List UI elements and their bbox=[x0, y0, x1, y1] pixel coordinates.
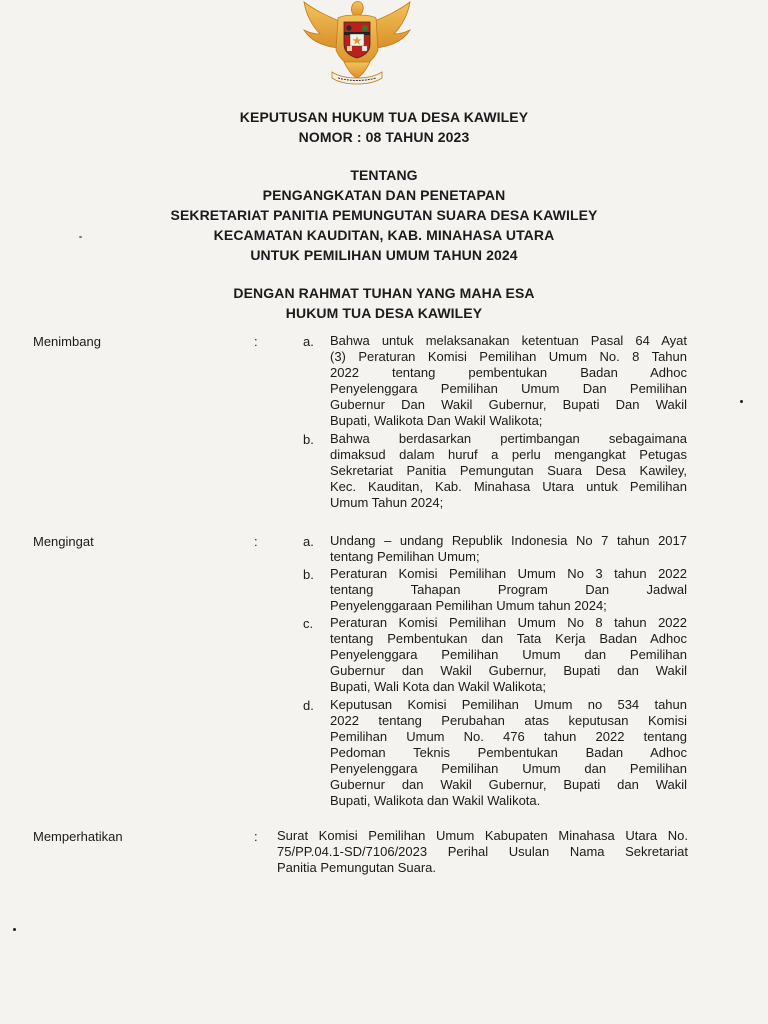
text-line: tentang Tahapan Program Dan Jadwal bbox=[330, 582, 687, 597]
text-line: Penyelenggara Pemilihan Umum dan Pemilihan bbox=[330, 761, 687, 776]
text-line: Kec. Kauditan, Kab. Minahasa Utara untuk Pemilihan bbox=[330, 479, 687, 494]
scan-speck bbox=[79, 236, 82, 238]
text-line: dimaksud dalam huruf a perlu mengangkat Petugas bbox=[330, 447, 687, 462]
mengingat-item-b bbox=[330, 566, 687, 614]
text-line: Bupati, Walikota dan Wakil Walikota. bbox=[330, 793, 541, 808]
text-line: Gubernur dan Wakil Gubernur, Bupati dan Wakil bbox=[330, 777, 687, 792]
text-line: Pedoman Teknis Pembentukan Badan Adhoc bbox=[330, 745, 687, 760]
subject-line: SEKRETARIAT PANITIA PEMUNGUTAN SUARA DESA KAWILEY bbox=[170, 207, 598, 223]
subject-tentang: TENTANG bbox=[350, 167, 418, 183]
text-line: Umum Tahun 2024; bbox=[330, 495, 444, 510]
text-line: Bahwa berdasarkan pertimbangan sebagaimana bbox=[330, 431, 687, 446]
item-letter: b. bbox=[303, 432, 314, 447]
section-colon: : bbox=[254, 334, 258, 349]
text-line: (3) Peraturan Komisi Pemilihan Umum No. 8 Tahun bbox=[330, 349, 687, 364]
garuda-pancasila-emblem bbox=[298, 0, 416, 88]
section-colon: : bbox=[254, 829, 258, 844]
text-line: Sekretariat Panitia Pemungutan Suara Desa Kawiley, bbox=[330, 463, 687, 478]
decree-number: NOMOR : 08 TAHUN 2023 bbox=[298, 129, 470, 145]
section-label-memperhatikan: Memperhatikan bbox=[33, 829, 123, 844]
memperhatikan-text bbox=[277, 828, 688, 876]
text-line: Pemilihan Umum No. 476 tahun 2022 tentang bbox=[330, 729, 687, 744]
item-letter: a. bbox=[303, 534, 314, 549]
text-line: Penyelenggara Pemilihan Umum dan Pemilihan bbox=[330, 647, 687, 662]
mengingat-item-d bbox=[330, 697, 687, 809]
item-letter: d. bbox=[303, 698, 314, 713]
scan-speck bbox=[13, 928, 16, 931]
section-colon: : bbox=[254, 534, 258, 549]
text-line: Penyelenggaraan Pemilihan Umum tahun 2024; bbox=[330, 598, 607, 613]
text-line: Gubernur dan Wakil Gubernur, Bupati dan Wakil bbox=[330, 663, 687, 678]
section-label-menimbang: Menimbang bbox=[33, 334, 101, 349]
preamble bbox=[0, 283, 768, 323]
decree-title: KEPUTUSAN HUKUM TUA DESA KAWILEY bbox=[239, 109, 529, 125]
text-line: Keputusan Komisi Pemilihan Umum no 534 tahun bbox=[330, 697, 687, 712]
text-line: Panitia Pemungutan Suara. bbox=[277, 860, 436, 875]
menimbang-item-a bbox=[330, 333, 687, 429]
section-label-mengingat: Mengingat bbox=[33, 534, 94, 549]
subject-line: UNTUK PEMILIHAN UMUM TAHUN 2024 bbox=[250, 247, 518, 263]
preamble-line: DENGAN RAHMAT TUHAN YANG MAHA ESA bbox=[233, 285, 535, 301]
subject-line: KECAMATAN KAUDITAN, KAB. MINAHASA UTARA bbox=[213, 227, 555, 243]
text-line: 75/PP.04.1-SD/7106/2023 Perihal Usulan Nama Sekretariat bbox=[277, 844, 688, 859]
text-line: Peraturan Komisi Pemilihan Umum No 8 tahun 2022 bbox=[330, 615, 687, 630]
mengingat-item-a bbox=[330, 533, 687, 565]
subject-line: PENGANGKATAN DAN PENETAPAN bbox=[262, 187, 506, 203]
mengingat-item-c bbox=[330, 615, 687, 695]
decree-heading bbox=[0, 107, 768, 147]
decree-subject bbox=[0, 165, 768, 265]
text-line: Bahwa untuk melaksanakan ketentuan Pasal 64 Ayat bbox=[330, 333, 687, 348]
text-line: tentang Pemilihan Umum; bbox=[330, 549, 480, 564]
text-line: Bupati, Wali Kota dan Wakil Walikota; bbox=[330, 679, 547, 694]
item-letter: a. bbox=[303, 334, 314, 349]
text-line: 2022 tentang Perubahan atas keputusan Komisi bbox=[330, 713, 687, 728]
text-line: Surat Komisi Pemilihan Umum Kabupaten Minahasa Utara No. bbox=[277, 828, 688, 843]
scan-speck bbox=[740, 400, 743, 403]
preamble-line: HUKUM TUA DESA KAWILEY bbox=[285, 305, 483, 321]
item-letter: c. bbox=[303, 616, 314, 631]
text-line: Undang – undang Republik Indonesia No 7 tahun 2017 bbox=[330, 533, 687, 548]
text-line: Peraturan Komisi Pemilihan Umum No 3 tahun 2022 bbox=[330, 566, 687, 581]
text-line: 2022 tentang pembentukan Badan Adhoc bbox=[330, 365, 687, 380]
text-line: tentang Pembentukan dan Tata Kerja Badan Adhoc bbox=[330, 631, 687, 646]
text-line: Gubernur Dan Wakil Gubernur, Bupati Dan Wakil bbox=[330, 397, 687, 412]
text-line: Bupati, Walikota Dan Wakil Walikota; bbox=[330, 413, 543, 428]
menimbang-item-b bbox=[330, 431, 687, 511]
text-line: Penyelenggara Pemilihan Umum Dan Pemilihan bbox=[330, 381, 687, 396]
item-letter: b. bbox=[303, 567, 314, 582]
